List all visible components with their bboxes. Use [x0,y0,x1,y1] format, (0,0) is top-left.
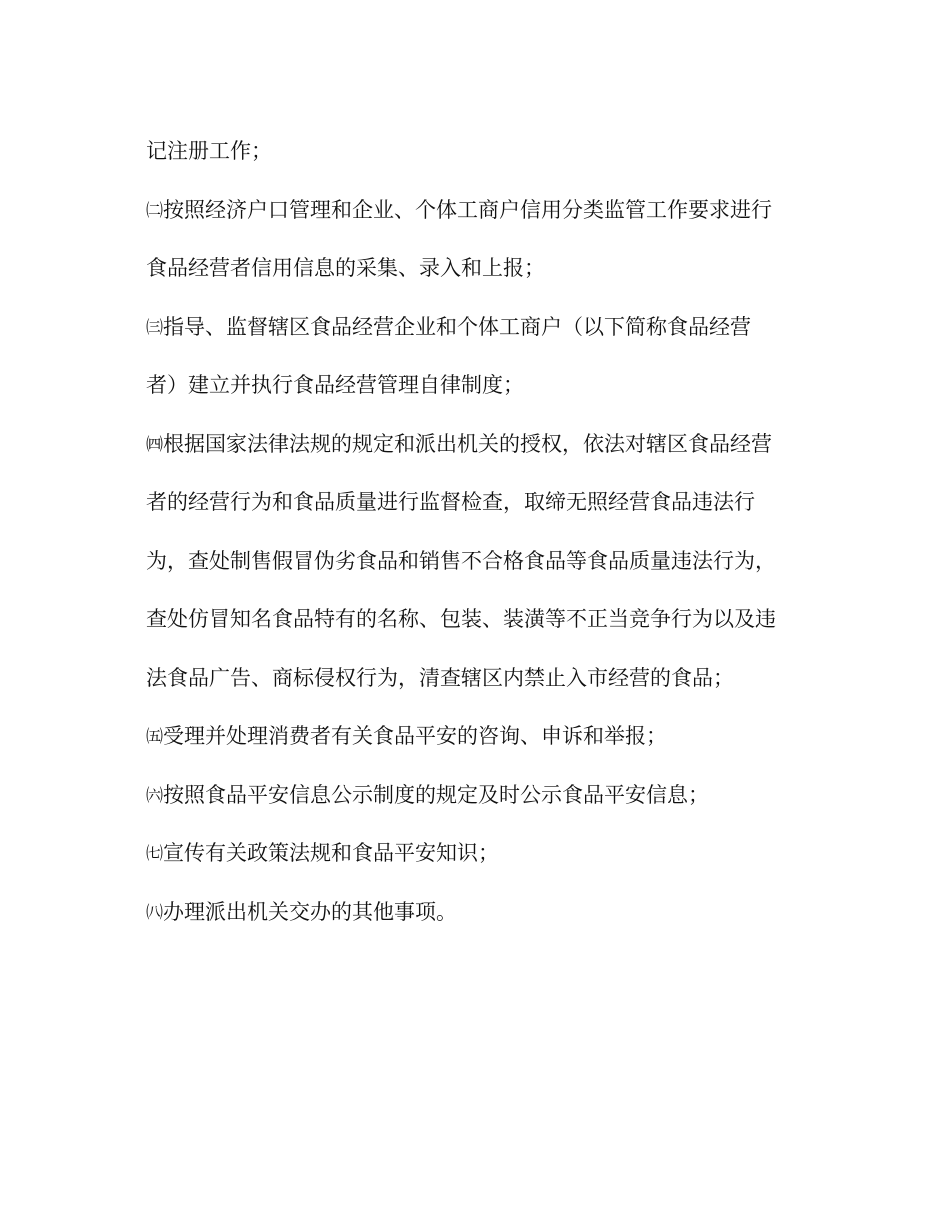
text-line [146,649,806,708]
text-line [146,590,806,649]
line-text: 宣传有关政策法规和食品平安知识； [163,841,499,865]
line-text: 办理派出机关交办的其他事项。 [163,899,457,924]
list-item [146,883,806,942]
text-line [146,532,806,591]
list-item [146,766,806,825]
list-item [146,298,806,357]
line-text: 受理并处理消费者有关食品平安的咨询、申诉和举报； [163,724,667,748]
line-text: 记注册工作； [146,139,272,163]
line-text: 者的经营行为和食品质量进行监督检查，取缔无照经营食品违法行 [146,490,755,514]
list-item [146,181,806,240]
text-line [146,122,806,181]
list-item [146,415,806,474]
item-marker: ㈧ [146,902,163,923]
line-text: 按照经济户口管理和企业、个体工商户信用分类监管工作要求进行 [163,197,772,222]
list-item [146,707,806,766]
line-text: 法食品广告、商标侵权行为，清查辖区内禁止入市经营的食品； [146,665,734,690]
line-text: 食品经营者信用信息的采集、录入和上报； [146,256,545,280]
item-marker: ㈦ [146,844,163,864]
item-marker: ㈣ [146,434,163,455]
document-body [146,122,806,941]
line-text: 按照食品平安信息公示制度的规定及时公示食品平安信息； [163,782,709,807]
line-text: 为，查处制售假冒伪劣食品和销售不合格食品等食品质量违法行为， [146,548,776,573]
item-marker: ㈤ [146,727,163,747]
text-line [146,356,806,415]
line-text: 查处仿冒知名食品特有的名称、包装、装潢等不正当竞争行为以及违 [146,607,776,631]
line-text: 根据国家法律法规的规定和派出机关的授权，依法对辖区食品经营 [163,431,772,456]
list-item [146,824,806,883]
line-text: 指导、监督辖区食品经营企业和个体工商户（以下简称食品经营 [163,314,751,339]
line-text: 者）建立并执行食品经营管理自律制度； [146,373,524,397]
item-marker: ㈥ [146,785,163,806]
item-marker: ㈡ [146,200,163,221]
text-line [146,239,806,298]
item-marker: ㈢ [146,317,163,338]
text-line [146,473,806,532]
